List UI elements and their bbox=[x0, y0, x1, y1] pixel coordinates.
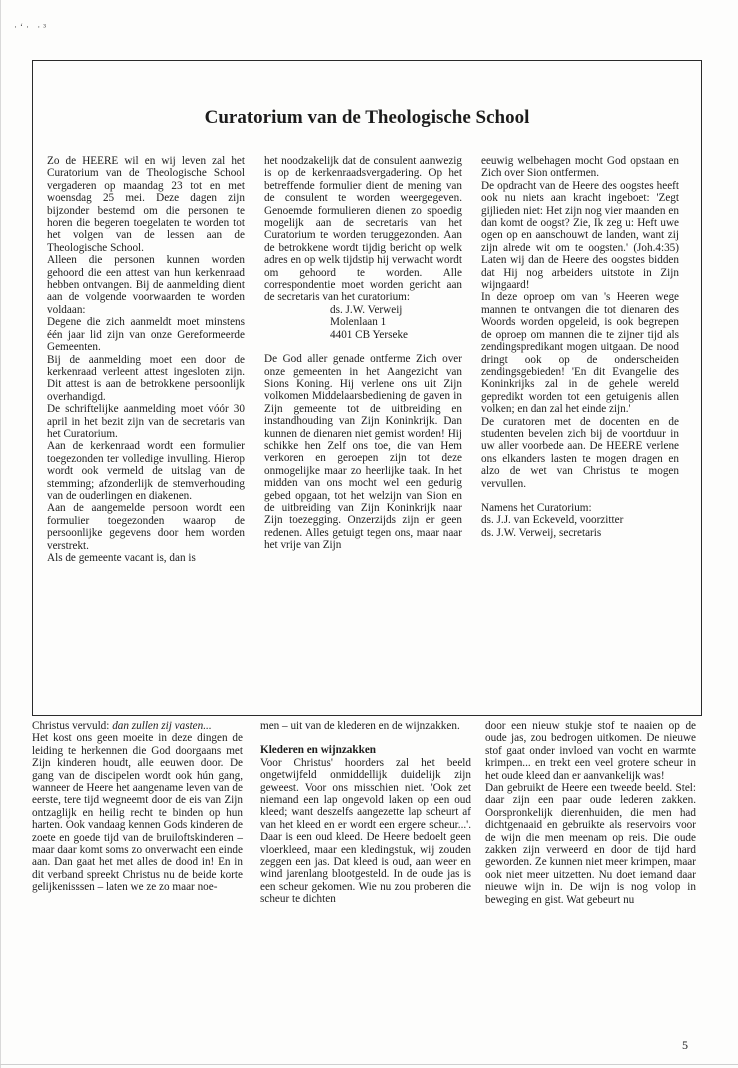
announcement-column-2 bbox=[264, 155, 462, 552]
paragraph bbox=[32, 720, 243, 732]
lead-italic: dan zullen zij vasten... bbox=[112, 720, 212, 732]
sermon-column-1 bbox=[32, 720, 243, 894]
paragraph: De curatoren met de docenten en de studenten bevelen zich bij de voortduur in uw aller voorbede aan. De HEERE verlene ons elkanders lasten te mogen dragen en alzo de wet van Christus te mogen vervullen. bbox=[481, 415, 679, 490]
section-heading: Klederen en wijnzakken bbox=[260, 744, 377, 757]
signature-line: Namens het Curatorium: bbox=[481, 501, 592, 514]
paragraph: Voor Christus' hoorders zal het beeld ongetwijfeld onmiddellijk duidelijk zijn geweest. Voor ons misschien niet. 'Ook zet niemand een lap ongevold laken op een oud kleed; want deszelfs aangezette lap scheurt af van het kleed en er wordt een ergere scheur...'. Daar is een oud kleed. De Heere bedoelt geen vloerkleed, maar een kledingstuk, wij zouden zeggen een jas. Dat kleed is oud, aan weer en wind jarenlang blootgesteld. In de oude jas is een scheur gekomen. Wie nu zou proberen die scheur te dichten bbox=[260, 756, 471, 906]
sermon-column-3 bbox=[485, 720, 696, 906]
signature-line: ds. J.J. van Eckeveld, voorzitter bbox=[481, 514, 624, 527]
announcement-column-1 bbox=[47, 155, 245, 564]
signature-block bbox=[481, 502, 679, 539]
page-number: 5 bbox=[682, 1038, 688, 1052]
lead-text: Christus vervuld: bbox=[32, 720, 110, 732]
secretary-address bbox=[264, 304, 462, 341]
scan-edge-left bbox=[0, 0, 1, 1068]
address-line: Molenlaan 1 bbox=[330, 316, 387, 329]
paragraph: De schriftelijke aanmelding moet vóór 30 april in het bezit zijn van de secretaris van het Curatorium. bbox=[47, 403, 245, 440]
paragraph: het noodzakelijk dat de consulent aanwezig is op de kerkenraadsvergadering. Op het betreffende formulier dient de mening van de consulent te worden weergegeven. Genoemde formulieren dienen zo spoedig mogelijk aan de secretaris van het Curatorium te worden teruggezonden. Aan de betrokkene wordt tijdig bericht op welk adres en op welk tijdstip hij verwacht wordt om gehoord te worden. Alle correspondentie moet worden gericht aan de secretaris van het curatorium: bbox=[264, 155, 462, 304]
scan-specks: ·‘· ·³ bbox=[14, 22, 49, 32]
sermon-column-2 bbox=[260, 720, 471, 906]
scan-edge-bottom bbox=[0, 1064, 738, 1065]
paragraph: In deze oproep om van 's Heeren wege mannen te ontvangen die tot dienaren des Woords worden opgeleid, is ook begrepen de oproep om mannen die te zijner tijd als zendingspredikant mogen uitgaan. De nood dringt ook op de onderscheiden zendingsgebieden! 'En dit Evangelie des Koninkrijks zal in de gehele wereld gepredikt worden tot een getuigenis allen volken; en dan zal het einde zijn.' bbox=[481, 291, 679, 416]
paragraph: Aan de aangemelde persoon wordt een formulier toegezonden waarop de persoonlijke gegevens door hem worden verstrekt. bbox=[47, 502, 245, 552]
paragraph: Aan de kerkenraad wordt een formulier toegezonden ter volledige invulling. Hierop wordt ook vermeld de uitslag van de stemming; afzonderlijk de stemverhouding van de ouderlingen en diakenen. bbox=[47, 440, 245, 502]
paragraph: Dan gebruikt de Heere een tweede beeld. Stel: daar zijn een paar oude lederen zakken. Oorspronkelijk dierenhuiden, die men had dichtgenaaid en gebruikte als reservoirs voor de wijn die men meenam op reis. Die oude zakken zijn verweerd en door de tijd hard geworden. Ze kunnen niet meer krimpen, maar ook niet meer uitzetten. Nu doet iemand daar nieuwe wijn in. De wijn is nog volop in beweging en gist. Wat gebeurt nu bbox=[485, 782, 696, 906]
paragraph: De opdracht van de Heere des oogstes heeft ook nu niets aan kracht ingeboet: 'Zegt gijlieden niet: Het zijn nog vier maanden en dan komt de oogst? Zie, Ik zeg u: Heft uwe ogen op en aanschouwt de landen, want zij zijn alrede wit om te oogsten.' (Joh.4:35) Laten wij dan de Heere des oogstes bidden dat Hij nog arbeiders uitstote in Zijn wijngaard! bbox=[481, 179, 679, 292]
address-line: 4401 CB Yerseke bbox=[330, 328, 409, 341]
signature-line: ds. J.W. Verweij, secretaris bbox=[481, 526, 602, 539]
announcement-box bbox=[32, 60, 702, 716]
paragraph: eeuwig welbehagen mocht God opstaan en Zich over Sion ontfermen. bbox=[481, 155, 679, 180]
address-line: ds. J.W. Verweij bbox=[330, 303, 403, 316]
announcement-column-3 bbox=[481, 155, 679, 539]
paragraph: Zo de HEERE wil en wij leven zal het Curatorium van de Theologische School vergaderen op maandag 23 tot en met woensdag 25 mei. Deze dagen zijn bijzonder bestemd om die personen te horen die begeren toegelaten te worden tot het volgen van de lessen aan de Theologische School. bbox=[47, 155, 245, 254]
paragraph: De God aller genade ontferme Zich over onze gemeenten in het Aangezicht van Sions Koning. Hij verlene ons uit Zijn volkomen Middelaarsbediening de gaven in Zijn gemeente tot de uitbreiding en instandhouding van Zijn Koninkrijk. Dan kunnen de dienaren niet gemist worden! Hij schikke hen Zelf ons toe, die van Hem verkoren en geroepen zijn tot deze onmogelijke maar zo heerlijke taak. In het midden van ons mocht wel een gedurig gebed opgaan, tot het welzijn van Sion en de uitbreiding van Zijn Koninkrijk naar Zijn toezegging. Onzerzijds zijn er geen redenen. Alles getuigt tegen ons, maar naar het vrije van Zijn bbox=[264, 353, 462, 552]
paragraph: Als de gemeente vacant is, dan is bbox=[47, 552, 196, 564]
announcement-title: Curatorium van de Theologische School bbox=[204, 107, 530, 128]
paragraph: Het kost ons geen moeite in deze dingen de leiding te herkennen die God doorgaans met Zijn kinderen houdt, alle eeuwen door. De gang van de discipelen wordt ook hún gang, wanneer de Heere het aangename leven van de eerste, tere tijd wegneemt door de eis van Zijn ontzaglijk en heilig recht te binden op hun harten. Ook vandaag kennen Gods kinderen de zoete en goede tijd van de bruiloftskinderen – maar daar komt soms zo onverwacht een einde aan. Dan gaat het met alles de dood in! En in dit verband spreekt Christus nu de beide korte gelijkenisssen – laten we ze zo maar noe- bbox=[32, 732, 243, 894]
paragraph: Alleen die personen kunnen worden gehoord die een attest van hun kerkenraad hebben ontvangen. Bij de aanmelding dient aan de volgende voorwaarden te worden voldaan: bbox=[47, 254, 245, 316]
paragraph: men – uit van de klederen en de wijnzakken. bbox=[260, 720, 460, 732]
paragraph: Bij de aanmelding moet een door de kerkenraad verleent attest ingesloten zijn. Dit attest is aan de betrokkene persoonlijk overhandigd. bbox=[47, 353, 245, 403]
paragraph: door een nieuw stukje stof te naaien op de oude jas, zou bedrogen uitkomen. De nieuwe stof gaat onder invloed van vocht en warmte krimpen... en trekt een veel grotere scheur in het oude kleed dan er aanvankelijk was! bbox=[485, 720, 696, 782]
paragraph: Degene die zich aanmeldt moet minstens één jaar lid zijn van onze Gereformeerde Gemeenten. bbox=[47, 316, 245, 354]
